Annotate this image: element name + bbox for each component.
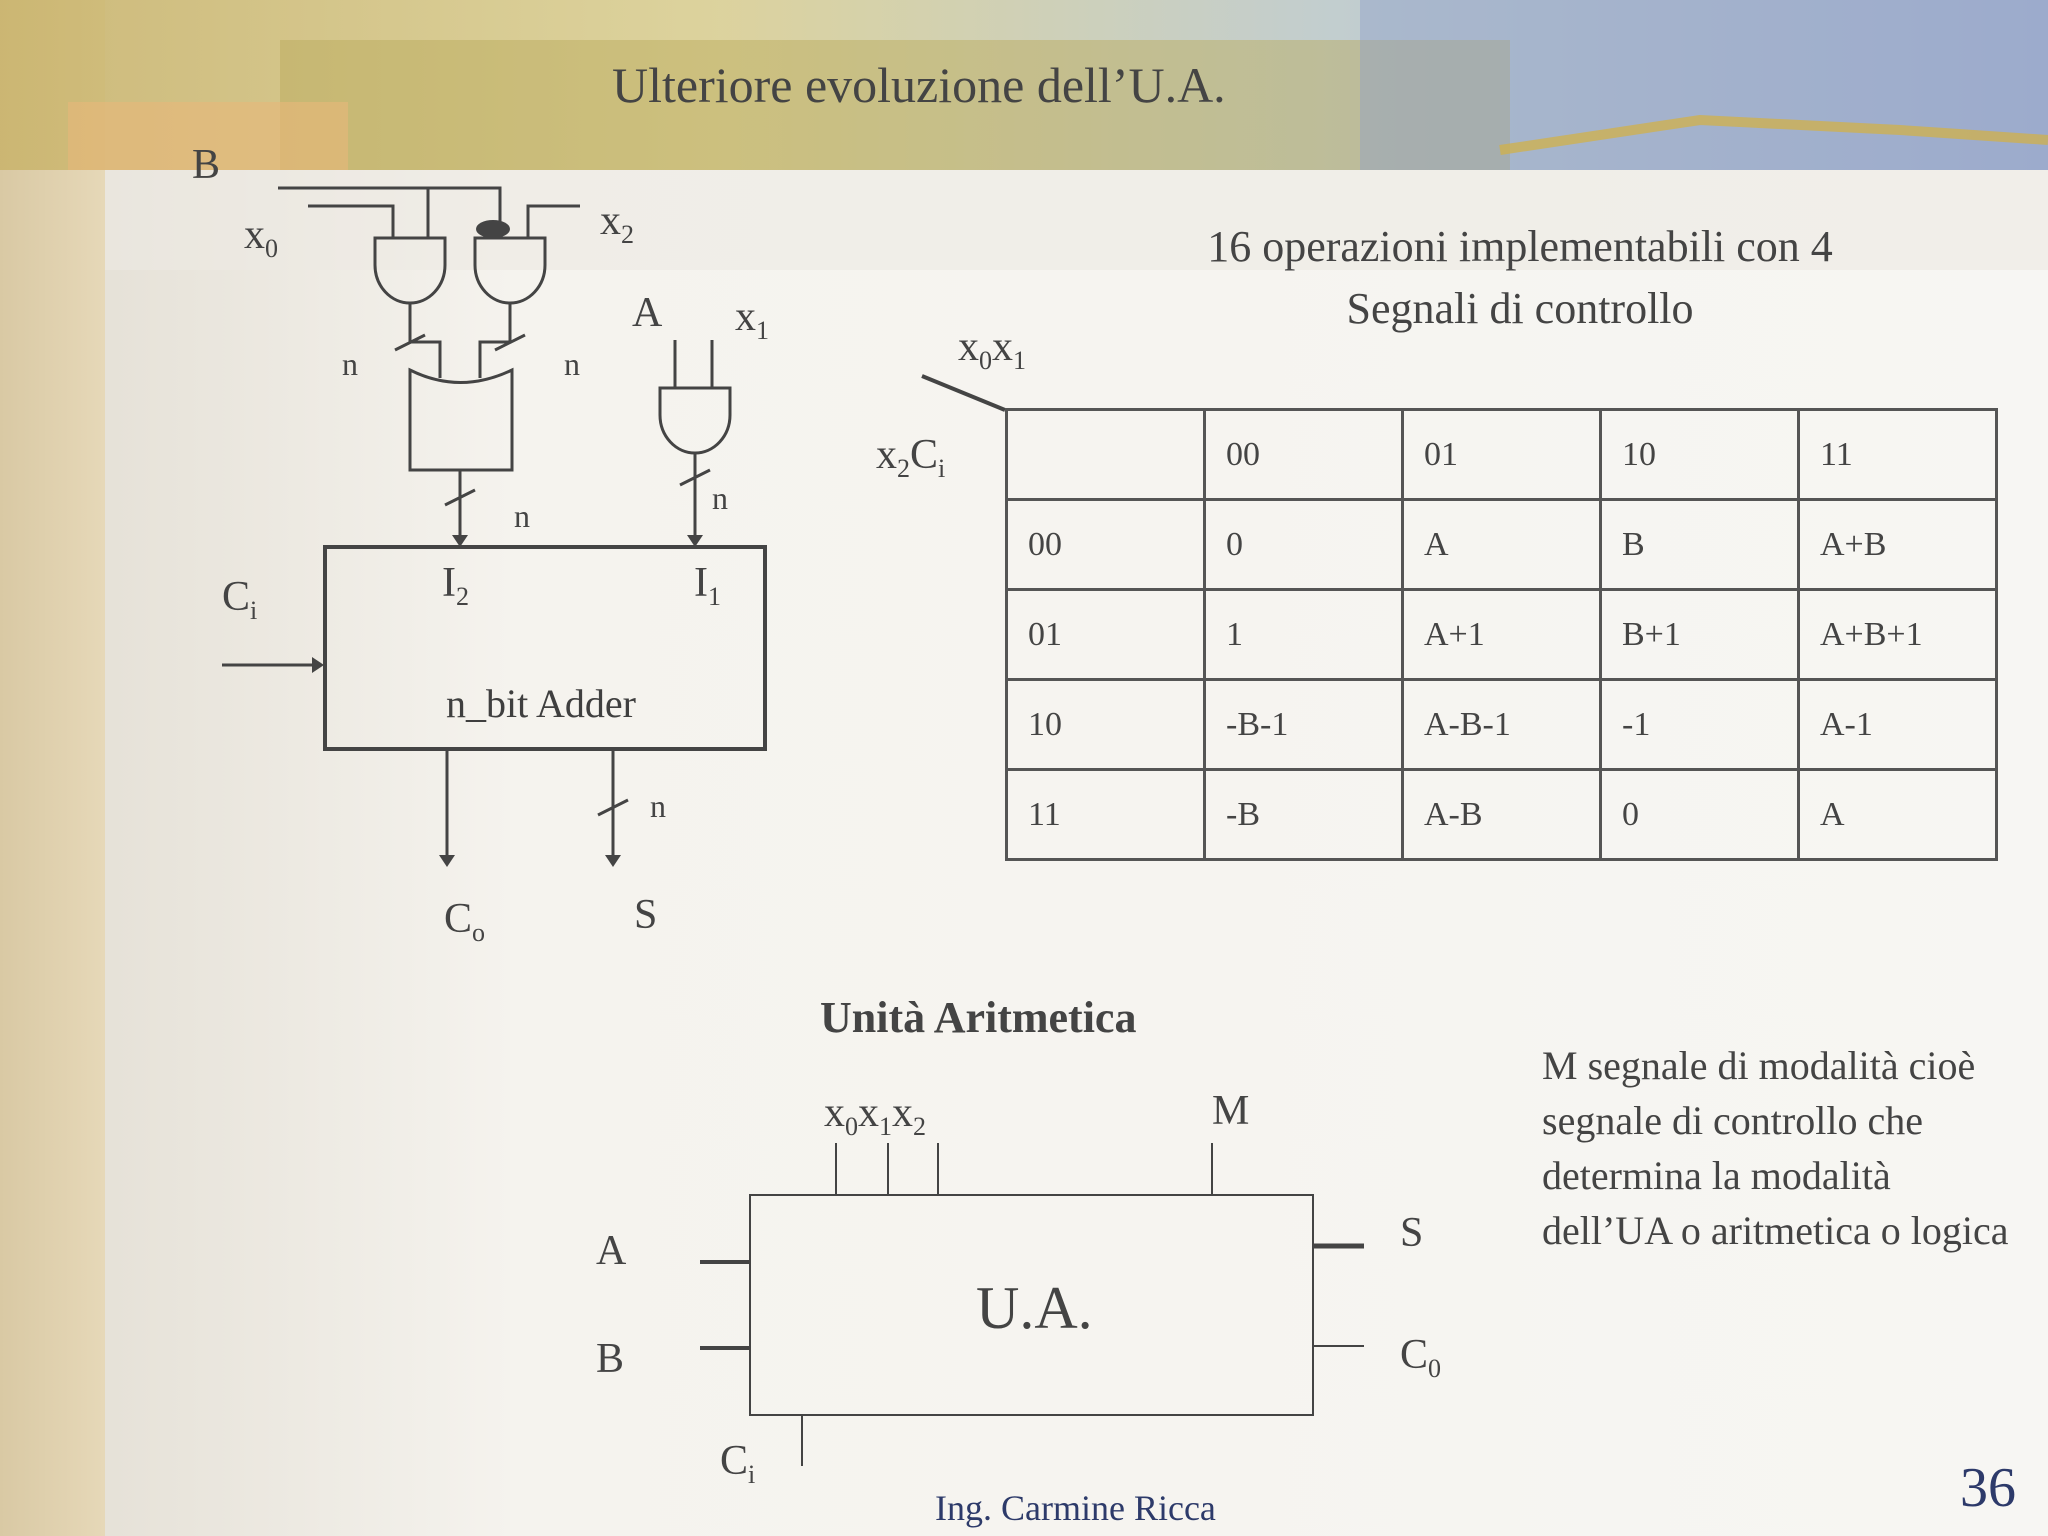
s-output-label: S (634, 892, 658, 938)
ua-c0-label (1400, 1332, 1442, 1384)
ua-a-label: A (596, 1228, 627, 1274)
col-var-sub0: 0 (979, 346, 993, 376)
ua-x0-var: x (824, 1090, 845, 1136)
table-cell: 0 (1601, 770, 1799, 860)
ua-b-label: B (596, 1336, 625, 1382)
x1-var: x (735, 294, 756, 340)
footer-author: Ing. Carmine Ricca (935, 1488, 1216, 1528)
bus-width-n-s: n (650, 788, 666, 824)
col-var-sub1: 1 (1013, 346, 1027, 376)
table-cell: A-B (1403, 770, 1601, 860)
ua-ci-var: C (720, 1438, 749, 1484)
x0-var: x (244, 212, 265, 258)
bus-width-n-left: n (342, 346, 358, 382)
table-cell: A (1403, 500, 1601, 590)
ua-x1-var: x (858, 1090, 880, 1136)
table-cell: A+B+1 (1799, 590, 1997, 680)
subtitle-line2: Segnali di controllo (1346, 284, 1694, 333)
table-cell: -B-1 (1205, 680, 1403, 770)
i2-var: I (442, 560, 456, 606)
table-cell: A-1 (1799, 680, 1997, 770)
table-cell: B+1 (1601, 590, 1799, 680)
ua-ci-sub: i (748, 1460, 756, 1490)
ci-sub: i (250, 596, 258, 626)
bus-width-n-a: n (712, 480, 728, 516)
i1-sub: 1 (708, 582, 722, 612)
table-header-cell: 01 (1403, 410, 1601, 500)
table-cell: 00 (1007, 500, 1205, 590)
table-cell: 0 (1205, 500, 1403, 590)
bus-width-n-right: n (564, 346, 580, 382)
col-var-x0: x (958, 324, 979, 370)
ua-x1-sub: 1 (879, 1112, 893, 1142)
x1-sub: 1 (756, 316, 770, 346)
bus-width-n-or: n (514, 498, 530, 534)
table-cell: 11 (1007, 770, 1205, 860)
table-header-cell: 10 (1601, 410, 1799, 500)
x2-sub: 2 (621, 220, 635, 250)
table-cell: 01 (1007, 590, 1205, 680)
ua-c0-sub: 0 (1428, 1354, 1442, 1384)
mode-signal-note: M segnale di modalità cioè segnale di controllo che determina la modalità dell’UA o aritmetica o logica (1542, 1043, 2009, 1253)
table-cell: A-B-1 (1403, 680, 1601, 770)
subtitle-line1: 16 operazioni implementabili con 4 (1207, 222, 1833, 271)
table-cell: A (1799, 770, 1997, 860)
page-number: 36 (1960, 1457, 2016, 1519)
input-a-label: A (632, 290, 663, 336)
table-cell: A+1 (1403, 590, 1601, 680)
ua-s-label: S (1400, 1210, 1424, 1256)
ua-x-inputs-label (824, 1090, 927, 1142)
table-cell: -B (1205, 770, 1403, 860)
table-cell: B (1601, 500, 1799, 590)
row-var-sub: 2 (897, 454, 911, 484)
row-var-x2: x (876, 432, 897, 478)
x2-var: x (600, 198, 621, 244)
col-var-x1: x (992, 324, 1014, 370)
table-header-cell: 00 (1205, 410, 1403, 500)
table-cell: -1 (1601, 680, 1799, 770)
ua-m-label: M (1212, 1088, 1250, 1134)
ua-label: U.A. (976, 1275, 1093, 1341)
ua-c0-var: C (1400, 1332, 1429, 1378)
input-b-label: B (192, 142, 221, 188)
i2-sub: 2 (456, 582, 470, 612)
ua-x2-var: x (892, 1090, 914, 1136)
table-cell: A+B (1799, 500, 1997, 590)
slide-title: Ulteriore evoluzione dell’U.A. (612, 57, 1226, 113)
table-header-cell: 11 (1799, 410, 1997, 500)
ci-var: C (222, 574, 251, 620)
ua-section-title: Unità Aritmetica (820, 993, 1137, 1042)
i1-var: I (694, 560, 708, 606)
table-cell: 1 (1205, 590, 1403, 680)
x0-sub: 0 (265, 234, 279, 264)
ua-ci-label (720, 1438, 756, 1490)
co-var: C (444, 896, 473, 942)
row-var2-sub: i (938, 454, 946, 484)
ua-x0-sub: 0 (845, 1112, 859, 1142)
co-sub: o (472, 918, 486, 948)
adder-label: n_bit Adder (446, 681, 636, 726)
table-cell: 10 (1007, 680, 1205, 770)
row-var-ci: C (910, 432, 939, 478)
ua-x2-sub: 2 (913, 1112, 927, 1142)
